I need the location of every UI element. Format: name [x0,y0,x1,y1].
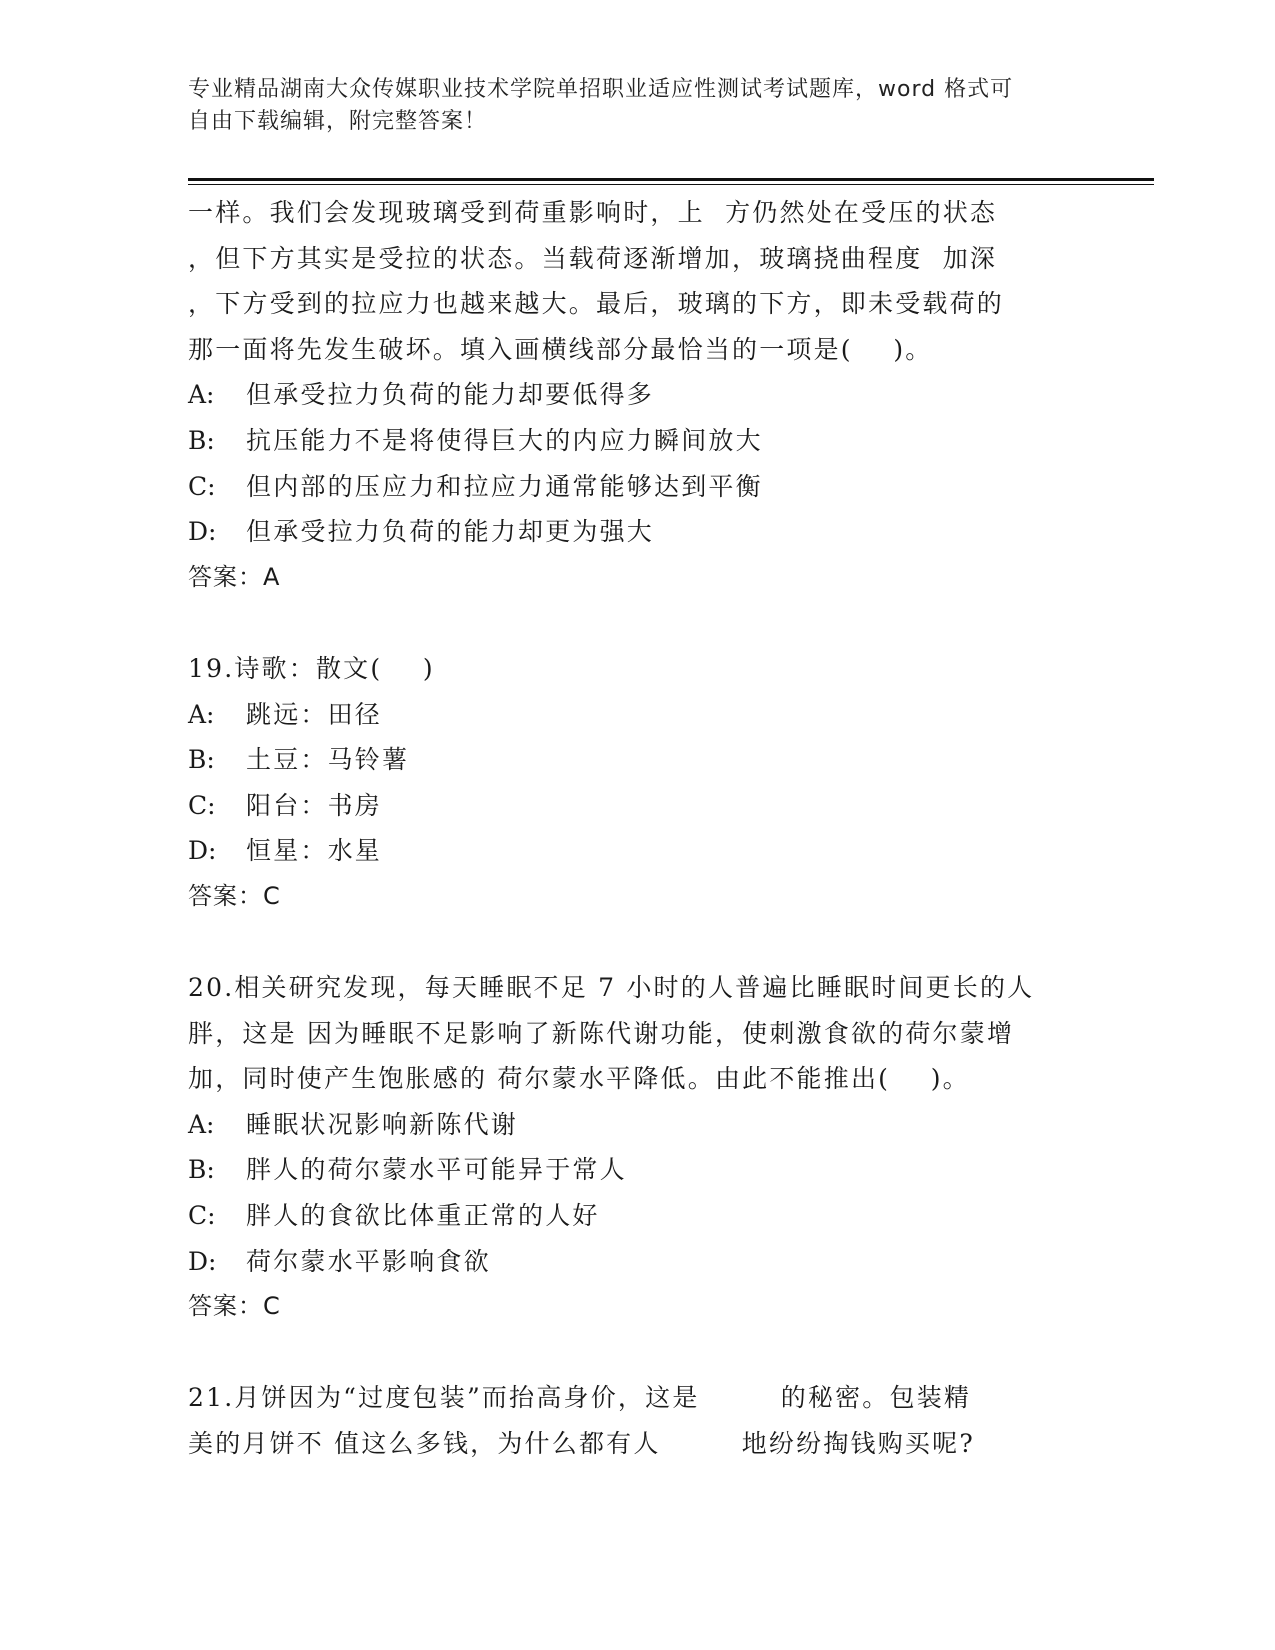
question-text-line: 美的月饼不 值这么多钱，为什么都有人 地纷纷掏钱购买呢? [188,1429,975,1459]
option-d [188,828,1088,874]
option-text: 跳远：田径 [246,699,383,729]
question-text-line: 那一面将先发生破坏。填入画横线部分最恰当的一项是( )。 [188,334,933,364]
header-line-1: 专业精品湖南大众传媒职业技术学院单招职业适应性测试考试题库，word 格式可 [188,77,1014,102]
option-d [188,1239,1088,1285]
question-text-line: 19.诗歌：散文( ) [188,653,435,683]
question-text-line: 一样。我们会发现玻璃受到荷重影响时，上 方仍然处在受压的状态 [188,198,998,227]
spacer [188,600,1088,646]
option-b [188,1147,1088,1193]
answer: 答案：C [188,881,281,910]
option-key: D: [188,517,217,547]
option-text: 睡眠状况影响新陈代谢 [246,1109,519,1139]
question-text-line: ，但下方其实是受拉的状态。当载荷逐渐增加，玻璃挠曲程度 加深 [188,243,998,273]
question-21 [188,1375,1088,1466]
option-key: A: [188,380,215,410]
option-d [188,509,1088,555]
option-c [188,1193,1088,1239]
option-text: 但承受拉力负荷的能力却更为强大 [246,517,655,547]
option-text: 但内部的压应力和拉应力通常能够达到平衡 [246,471,763,501]
option-a [188,1102,1088,1148]
header-rule-thin [188,184,1154,185]
option-key: D: [188,1246,217,1276]
option-key: B: [188,745,215,775]
option-c [188,783,1088,829]
question-20 [188,965,1088,1330]
option-text: 胖人的食欲比体重正常的人好 [246,1201,600,1231]
answer: 答案：A [188,562,281,591]
option-text: 但承受拉力负荷的能力却要低得多 [246,380,655,410]
question-text-line: ，下方受到的拉应力也越来越大。最后，玻璃的下方，即未受载荷的 [188,289,1005,319]
option-a [188,692,1088,738]
option-text: 恒星：水星 [246,836,383,866]
option-text: 胖人的荷尔蒙水平可能异于常人 [246,1155,627,1185]
header-rule-thick [188,178,1154,181]
question-18 [188,190,1088,600]
option-key: A: [188,699,215,729]
option-key: C: [188,790,216,820]
document-header [188,74,1078,138]
option-key: B: [188,425,215,455]
option-key: C: [188,471,216,501]
option-c [188,464,1088,510]
option-a [188,372,1088,418]
question-text-line: 胖，这是 因为睡眠不足影响了新陈代谢功能，使刺激食欲的荷尔蒙增 [188,1018,1015,1048]
option-text: 土豆：马铃薯 [246,745,410,775]
question-text-line: 21.月饼因为“过度包装”而抬高身价，这是 的秘密。包装精 [188,1383,972,1413]
question-text-line: 20.相关研究发现，每天睡眠不足 7 小时的人普遍比睡眠时间更长的人 [188,973,1035,1003]
answer: 答案：C [188,1292,281,1321]
option-key: D: [188,836,217,866]
spacer [188,1330,1088,1376]
option-key: B: [188,1155,215,1185]
option-text: 荷尔蒙水平影响食欲 [246,1246,491,1276]
option-b [188,737,1088,783]
option-b [188,418,1088,464]
header-line-2: 自由下载编辑，附完整答案！ [188,109,488,134]
option-key: C: [188,1201,216,1231]
question-19 [188,646,1088,920]
question-text-line: 加，同时使产生饱胀感的 荷尔蒙水平降低。由此不能推出( )。 [188,1064,970,1094]
spacer [188,920,1088,966]
option-text: 阳台：书房 [246,790,383,820]
option-key: A: [188,1109,215,1139]
option-text: 抗压能力不是将使得巨大的内应力瞬间放大 [246,425,763,455]
document-body [188,190,1088,1467]
